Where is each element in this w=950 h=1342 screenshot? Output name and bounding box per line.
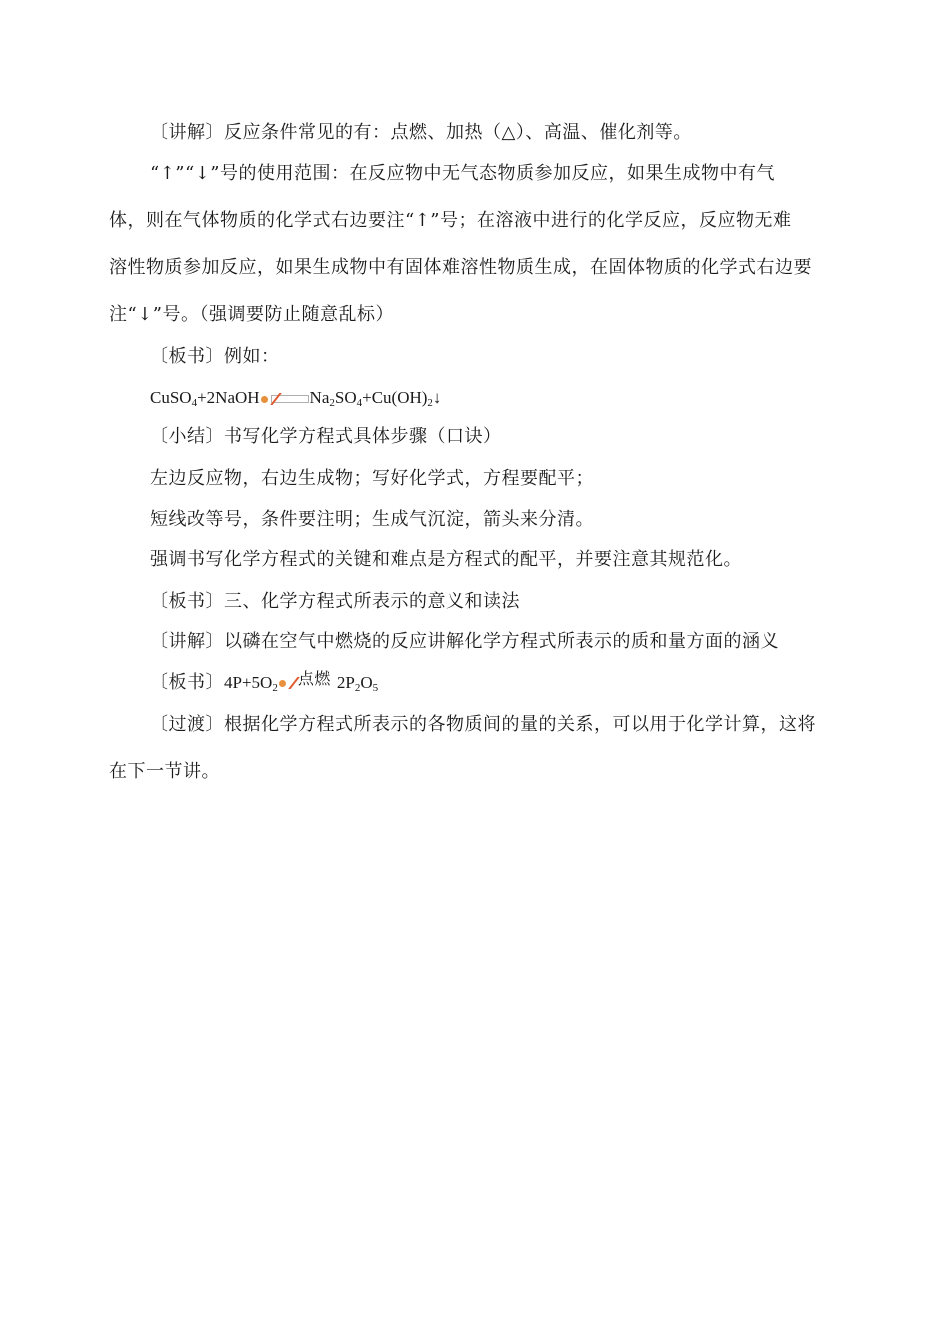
paragraph-transition-line-2: 在下一节讲。 [109, 761, 220, 782]
paragraph-arrow-usage-line-1: “↑”“↓”号的使用范围：在反应物中无气态物质参加反应，如果生成物中有气 [150, 163, 775, 184]
equation-sign-mark [261, 393, 309, 405]
equation-sign-dot-2 [279, 680, 286, 687]
eq1-product-1-subscript: 2 [329, 397, 335, 409]
equation-sign-slash [270, 393, 282, 405]
eq1-reactant-1: CuSO [150, 388, 192, 407]
paragraph-mnemonic-line-2: 短线改等号，条件要注明；生成气沉淀，箭头来分清。 [150, 509, 594, 530]
eq1-reactant-1-subscript: 4 [191, 397, 198, 409]
paragraph-transition-line-1: 〔过渡〕根据化学方程式所表示的各物质间的量的关系，可以用于化学计算，这将 [150, 714, 816, 735]
eq2-reactant-subscript: 2 [272, 682, 278, 694]
eq1-product-2: SO [334, 388, 357, 407]
eq2-product-2: O [360, 673, 373, 692]
eq1-reactant-2: +2NaOH [197, 388, 260, 407]
eq1-product-3: +Cu(OH) [362, 388, 428, 407]
paragraph-board-example: 〔板书〕例如： [150, 346, 280, 367]
eq1-product-2-subscript: 4 [356, 397, 363, 409]
paragraph-explain-phosphorus: 〔讲解〕以磷在空气中燃烧的反应讲解化学方程式所表示的质和量方面的涵义 [150, 631, 779, 652]
precipitate-arrow: ↓ [432, 388, 442, 407]
eq1-product-3-subscript: 2 [427, 397, 433, 409]
paragraph-summary-title: 〔小结〕书写化学方程式具体步骤（口诀） [150, 426, 502, 447]
eq2-prefix: 〔板书〕 [150, 672, 224, 693]
reaction-condition: 点燃 [297, 669, 331, 688]
paragraph-explain-conditions: 〔讲解〕反应条件常见的有：点燃、加热（△）、高温、催化剂等。 [150, 122, 692, 143]
eq2-product-2-subscript: 5 [372, 682, 379, 694]
paragraph-arrow-usage-line-3: 溶性物质参加反应，如果生成物中有固体难溶性物质生成，在固体物质的化学式右边要 [109, 257, 812, 278]
eq2-reactant: 4P+5O [224, 673, 273, 692]
paragraph-arrow-usage-line-2: 体，则在气体物质的化学式右边要注“↑”号；在溶液中进行的化学反应，反应物无难 [109, 210, 792, 231]
equation-sign-dot [261, 396, 268, 403]
paragraph-board-phosphorus-equation [150, 671, 378, 695]
equation-copper-sulfate [150, 386, 441, 410]
eq2-product-1-subscript: 2 [354, 682, 361, 694]
paragraph-arrow-usage-line-4: 注“↓”号。（强调要防止随意乱标） [109, 304, 394, 325]
eq2-product-1: 2P [336, 673, 355, 692]
paragraph-board-section-three: 〔板书〕三、化学方程式所表示的意义和读法 [150, 591, 520, 612]
paragraph-mnemonic-line-1: 左边反应物，右边生成物；写好化学式，方程要配平； [150, 468, 594, 489]
eq1-product-1: Na [309, 388, 330, 407]
paragraph-emphasis: 强调书写化学方程式的关键和难点是方程式的配平，并要注意其规范化。 [150, 549, 742, 570]
